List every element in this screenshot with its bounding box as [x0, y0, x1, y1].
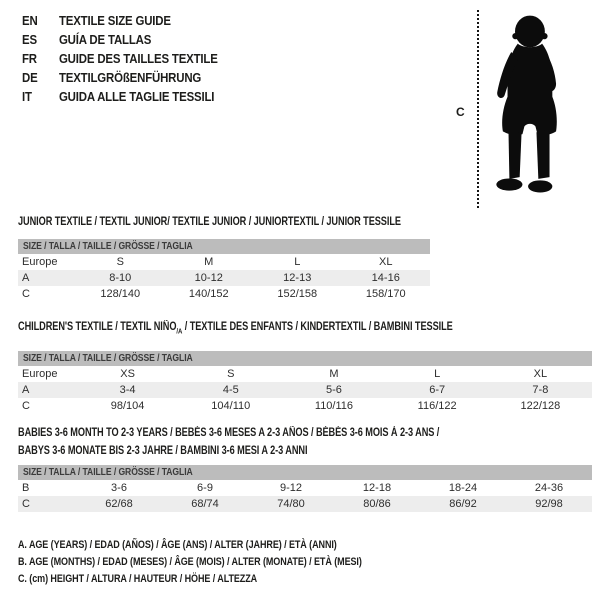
babies-textile-section — [18, 424, 592, 512]
size-cell: 86/92 — [449, 498, 477, 510]
size-cell: 4-5 — [222, 384, 239, 397]
size-cell: 8-10 — [109, 272, 132, 284]
height-measure-label: C — [456, 105, 465, 119]
size-cell: 3-6 — [111, 482, 127, 494]
language-code: EN — [22, 13, 38, 28]
children-table-title — [18, 320, 477, 338]
table-row — [18, 480, 592, 496]
size-cell: 62/68 — [105, 498, 133, 510]
title-text: / TEXTILE DES ENFANTS / KINDERTEXTIL / BAMBINI TESSILE — [182, 321, 453, 333]
size-cell: 18-24 — [448, 482, 478, 494]
legend-line-b: B. AGE (MONTHS) / EDAD (MESES) / ÂGE (MOIS) / ALTER (MONATE) / ETÀ (MESI) — [18, 556, 362, 568]
title-subscript: /A — [176, 326, 183, 336]
size-cell: S — [227, 368, 235, 381]
language-title: GUIDE DES TAILLES TEXTILE — [58, 51, 218, 66]
size-cell: 104/110 — [211, 400, 251, 413]
size-cell: M — [329, 368, 339, 381]
baby-silhouette-icon — [487, 8, 571, 208]
size-header-bar — [18, 351, 592, 366]
row-label: A — [22, 384, 30, 397]
title-text: CHILDREN'S TEXTILE / TEXTIL NIÑO — [18, 321, 177, 333]
row-label: C — [22, 288, 30, 300]
size-cell: 7-8 — [532, 384, 549, 397]
size-cell: 3-4 — [119, 384, 136, 397]
size-cell: 110/116 — [314, 400, 354, 413]
size-cell: M — [204, 256, 214, 268]
height-measure-line — [477, 10, 479, 208]
language-row — [22, 11, 218, 30]
row-label: Europe — [22, 256, 58, 268]
size-cell: 6-7 — [429, 384, 446, 397]
language-code: DE — [22, 70, 38, 85]
size-header-bar — [18, 239, 430, 254]
size-cell: 158/170 — [365, 288, 406, 300]
children-textile-section — [18, 320, 592, 414]
language-row — [22, 68, 218, 87]
size-cell: 140/152 — [188, 288, 229, 300]
size-cell: 98/104 — [110, 400, 145, 413]
size-cell: 116/122 — [417, 400, 457, 413]
row-label: Europe — [22, 368, 58, 381]
title-line-1: BABIES 3-6 MONTH TO 2-3 YEARS / BEBÉS 3-6 MESES A 2-3 AÑOS / BÉBÉS 3-6 MOIS À 2-3 ANS / — [18, 427, 440, 439]
table-row — [18, 270, 430, 286]
children-size-table — [18, 366, 592, 414]
size-cell: 12-13 — [283, 272, 312, 284]
table-row — [18, 496, 592, 512]
legend-line-c: C. (cm) HEIGHT / ALTURA / HAUTEUR / HÖHE / ALTEZZA — [18, 573, 258, 585]
language-row — [22, 30, 218, 49]
language-row — [22, 49, 218, 68]
language-code: ES — [22, 32, 37, 47]
language-title: GUIDA ALLE TAGLIE TESSILI — [58, 89, 215, 104]
size-cell: XL — [379, 256, 393, 268]
size-cell: 24-36 — [534, 482, 564, 494]
size-cell: 128/140 — [100, 288, 141, 300]
language-row — [22, 87, 218, 106]
language-code: FR — [22, 51, 37, 66]
size-header-text: SIZE / TALLA / TAILLE / GRÖSSE / TAGLIA — [23, 352, 193, 365]
size-cell: 6-9 — [197, 482, 213, 494]
size-cell: XL — [533, 368, 548, 381]
babies-table-title — [18, 424, 477, 460]
size-cell: XS — [120, 368, 135, 381]
size-cell: L — [434, 368, 441, 381]
size-cell: 12-18 — [362, 482, 392, 494]
language-code: IT — [22, 89, 32, 104]
table-row — [18, 366, 592, 382]
language-title: TEXTILE SIZE GUIDE — [58, 13, 171, 28]
size-cell: 14-16 — [371, 272, 400, 284]
measurement-legend — [18, 537, 437, 588]
size-cell: 152/158 — [277, 288, 318, 300]
babies-size-table — [18, 480, 592, 512]
junior-textile-section — [18, 215, 430, 302]
size-header-bar — [18, 465, 592, 480]
size-cell: 74/80 — [277, 498, 305, 510]
legend-line-a: A. AGE (YEARS) / EDAD (AÑOS) / ÂGE (ANS) / ALTER (JAHRE) / ETÀ (ANNI) — [18, 539, 337, 551]
language-title: TEXTILGRÖßENFÜHRUNG — [58, 70, 202, 85]
size-cell: 80/86 — [363, 498, 391, 510]
size-cell: 10-12 — [194, 272, 223, 284]
size-header-text: SIZE / TALLA / TAILLE / GRÖSSE / TAGLIA — [23, 240, 193, 252]
row-label: C — [22, 400, 30, 413]
table-row — [18, 286, 430, 302]
row-label: A — [22, 272, 30, 284]
junior-size-table — [18, 254, 430, 302]
size-cell: 5-6 — [326, 384, 342, 397]
row-label: C — [22, 498, 30, 510]
language-list — [22, 11, 218, 106]
table-row — [18, 398, 592, 414]
title-line-2: BABYS 3-6 MONATE BIS 2-3 JAHRE / BAMBINI 3-6 MESI A 2-3 ANNI — [18, 445, 308, 457]
size-cell: 68/74 — [191, 498, 219, 510]
size-cell: 122/128 — [520, 400, 561, 413]
size-cell: S — [116, 256, 124, 268]
language-title: GUÍA DE TALLAS — [58, 32, 152, 47]
size-header-text: SIZE / TALLA / TAILLE / GRÖSSE / TAGLIA — [23, 466, 193, 478]
table-row — [18, 254, 430, 270]
size-cell: 9-12 — [279, 482, 303, 494]
junior-table-title: JUNIOR TEXTILE / TEXTIL JUNIOR/ TEXTILE JUNIOR / JUNIORTEXTIL / JUNIOR TESSILE — [18, 216, 401, 228]
table-row — [18, 382, 592, 398]
row-label: B — [22, 482, 30, 494]
size-cell: L — [294, 256, 301, 268]
size-cell: 92/98 — [535, 498, 563, 510]
